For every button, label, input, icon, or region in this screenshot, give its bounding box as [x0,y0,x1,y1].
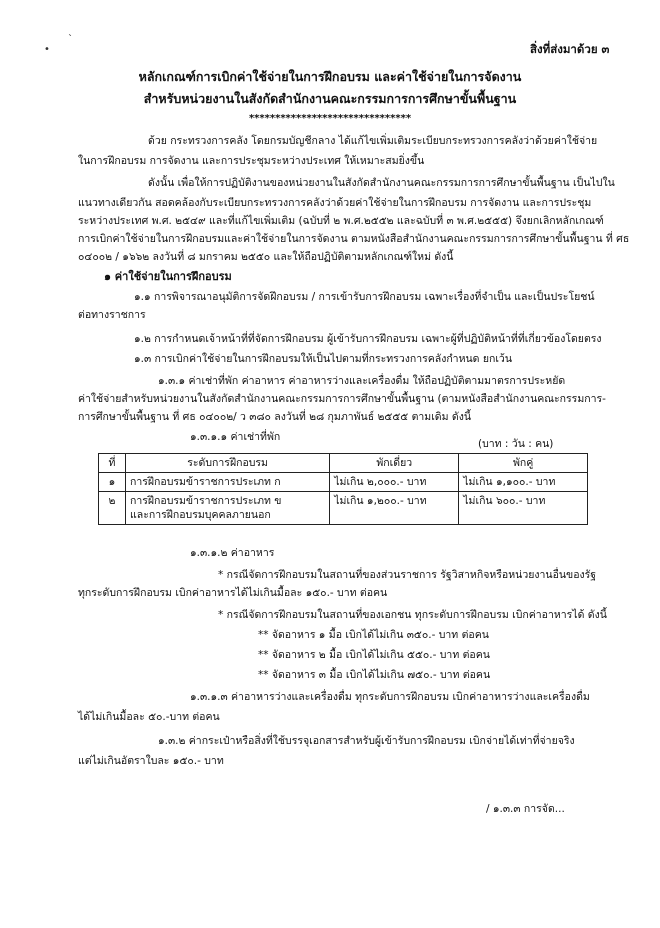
col-header-double: พักคู่ [459,454,588,473]
title-stars: ******************************* [248,113,412,124]
clause-1-3-2: ๑.๓.๒ ค่ากระเป๋าหรือสิ่งที่ใช้บรรจุเอกสารสำหรับผู้เข้ารับการฝึกอบรม เบิกจ่ายได้เท่าที่จ่ายจริง [158,735,575,747]
section-1-heading: ๑ ค่าใช้จ่ายในการฝึกอบรม [104,270,232,283]
col-header-single: พักเดี่ยว [330,454,459,473]
lodging-rate-table [98,453,588,525]
continuation-marker: / ๑.๓.๓ การจัด... [486,803,565,815]
intro-line: ดังนั้น เพื่อให้การปฏิบัติงานของหน่วยงานในสังกัดสำนักงานคณะกรรมการการศึกษาขั้นพื้นฐาน เป็นไปใน [148,177,615,189]
row-level-text: การฝึกอบรมข้าราชการประเภท ก [130,476,281,488]
row-single: ไม่เกิน ๑,๒๐๐.- บาท [330,492,459,525]
clause-1-1: ๑.๑ การพิจารณาอนุมัติการจัดฝึกอบรม / การเข้ารับการฝึกอบรม เฉพาะเรื่องที่จำเป็น และเป็นประโยชน์ [134,291,595,303]
clause-1-2: ๑.๒ การกำหนดเจ้าหน้าที่ที่จัดการฝึกอบรม ผู้เข้ารับการฝึกอบรม เฉพาะผู้ที่ปฏิบัติหน้าที่ที่เกี่ยวข้องโดยตรง [134,333,602,345]
row-no: ๑ [99,473,126,492]
row-single: ไม่เกิน ๒,๐๐๐.- บาท [330,473,459,492]
title-line-2: สำหรับหน่วยงานในสังกัดสำนักงานคณะกรรมการการศึกษาขั้นพื้นฐาน [143,91,517,106]
clause-1-3: ๑.๓ การเบิกค่าใช้จ่ายในการฝึกอบรมให้เป็นไปตามที่กระทรวงการคลังกำหนด ยกเว้น [134,353,512,365]
row-double: ไม่เกิน ๑,๑๐๐.- บาท [459,473,588,492]
clause-1-3-1-3: ๑.๓.๑.๓ ค่าอาหารว่างและเครื่องดื่ม ทุกระดับการฝึกอบรม เบิกค่าอาหารว่างและเครื่องดื่ม [190,691,590,703]
intro-line: ๐๔๐๐๒ / ๑๖๖๒ ลงวันที่ ๘ มกราคม ๒๕๕๐ และให้ถือปฏิบัติตามหลักเกณฑ์ใหม่ ดังนี้ [78,251,454,263]
clause-1-3-1-2: ๑.๓.๑.๒ ค่าอาหาร [190,547,275,559]
clause-1-1-cont: ต่อทางราชการ [78,309,146,321]
row-level-text-2: และการฝึกอบรมบุคคลภายนอก [130,509,271,521]
table-header-row [99,454,588,473]
row-level [126,492,330,525]
food-gov-line: * กรณีจัดการฝึกอบรมในสถานที่ของส่วนราชการ รัฐวิสาหกิจหรือหน่วยงานอื่นของรัฐ [218,569,597,581]
intro-line: ระหว่างประเทศ พ.ศ. ๒๕๔๙ และที่แก้ไขเพิ่มเติม (ฉบับที่ ๒ พ.ศ.๒๕๕๒ และฉบับที่ ๓ พ.ศ.๒๕๕๕) จึงยกเลิกหลักเกณฑ์ [78,215,604,227]
scan-speck: ˋ [68,34,73,45]
clause-1-3-1-1: ๑.๓.๑.๑ ค่าเช่าที่พัก [190,431,281,443]
clause-1-3-1-3-cont: ได้ไม่เกินมื้อละ ๕๐.-บาท ต่อคน [78,711,220,723]
intro-line: ในการฝึกอบรม การจัดงาน และการประชุมระหว่างประเทศ ให้เหมาะสมยิ่งขึ้น [78,155,425,167]
table-unit: (บาท : วัน : คน) [478,438,554,450]
row-no: ๒ [99,492,126,525]
meal-rate: ** จัดอาหาร ๓ มื้อ เบิกได้ไม่เกิน ๗๕๐.- บาท ต่อคน [258,669,491,681]
clause-1-3-1-cont: ค่าใช้จ่ายสำหรับหน่วยงานในสังกัดสำนักงานคณะกรรมการการศึกษาขั้นพื้นฐาน (ตามหนังสือสำนักงานคณะกรรมการ- [78,393,606,405]
scan-speck: • [44,44,50,55]
clause-1-3-2-cont: แต่ไม่เกินอัตราใบละ ๑๕๐.- บาท [78,755,224,767]
col-header-level: ระดับการฝึกอบรม [126,454,330,473]
intro-line: แนวทางเดียวกัน สอดคล้องกับระเบียบกระทรวงการคลังว่าด้วยค่าใช้จ่ายในการฝึกอบรม การจัดงาน และการประชุม [78,197,592,209]
attachment-label: สิ่งที่ส่งมาด้วย ๓ [530,42,610,56]
row-double: ไม่เกิน ๖๐๐.- บาท [459,492,588,525]
clause-1-3-1: ๑.๓.๑ ค่าเช่าที่พัก ค่าอาหาร ค่าอาหารว่างและเครื่องดื่ม ให้ถือปฏิบัติตามมาตรการประหยัด [158,375,566,387]
food-private-line: * กรณีจัดการฝึกอบรมในสถานที่ของเอกชน ทุกระดับการฝึกอบรม เบิกค่าอาหารได้ ดังนี้ [218,609,607,621]
meal-rate: ** จัดอาหาร ๒ มื้อ เบิกได้ไม่เกิน ๕๕๐.- บาท ต่อคน [258,649,490,661]
table-row [99,473,588,492]
col-header-no: ที่ [99,454,126,473]
row-level-text: การฝึกอบรมข้าราชการประเภท ข [130,495,282,507]
meal-rate: ** จัดอาหาร ๑ มื้อ เบิกได้ไม่เกิน ๓๕๐.- บาท ต่อคน [258,629,489,641]
row-level [126,473,330,492]
clause-1-3-1-cont: การศึกษาขั้นพื้นฐาน ที่ ศธ ๐๔๐๐๒/ ว ๓๘๐ ลงวันที่ ๒๘ กุมภาพันธ์ ๒๕๕๕ ตามเดิม ดังนี้ [78,411,472,423]
title-line-1: หลักเกณฑ์การเบิกค่าใช้จ่ายในการฝึกอบรม และค่าใช้จ่ายในการจัดงาน [138,69,522,84]
table-row [99,492,588,525]
intro-line: การเบิกค่าใช้จ่ายในการฝึกอบรมและค่าใช้จ่ายในการจัดงาน ตามหนังสือสำนักงานคณะกรรมการการศึกษาขั้นพื้นฐาน ที่ ศธ [78,233,630,245]
food-gov-line-cont: ทุกระดับการฝึกอบรม เบิกค่าอาหารได้ไม่เกินมื้อละ ๑๕๐.- บาท ต่อคน [78,587,388,599]
intro-line: ด้วย กระทรวงการคลัง โดยกรมบัญชีกลาง ได้แก้ไขเพิ่มเติมระเบียบกระทรวงการคลังว่าด้วยค่าใช้จ่าย [148,135,598,147]
